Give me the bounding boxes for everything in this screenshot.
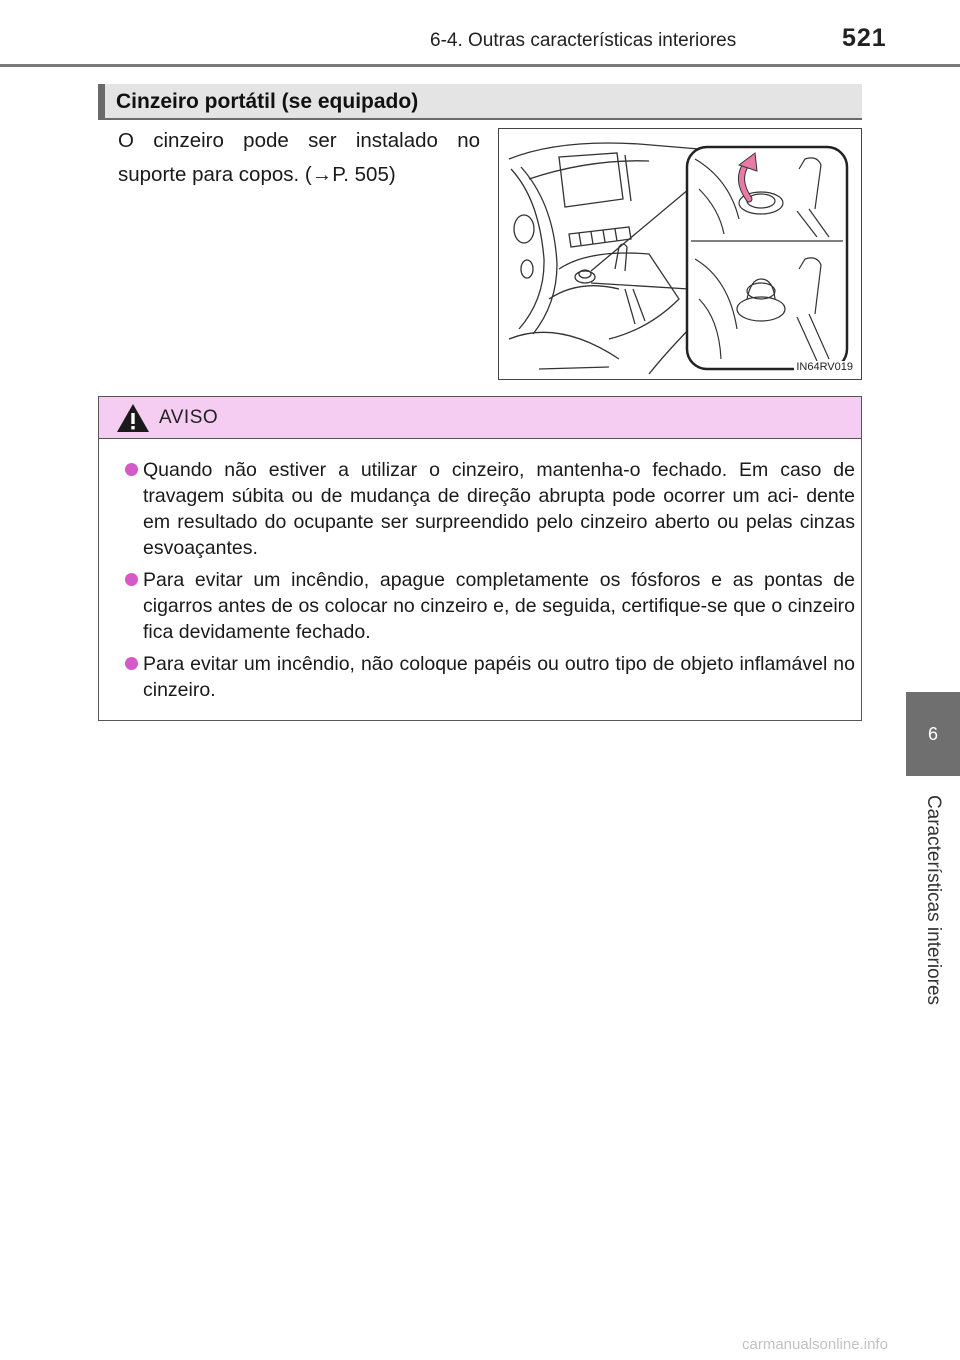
header-section-title: 6-4. Outras características interiores [430, 30, 737, 51]
bullet-dot-icon [125, 657, 138, 670]
warning-box [98, 396, 862, 721]
list-item [115, 567, 855, 645]
ashtray-illustration [498, 128, 862, 380]
warning-title: AVISO [159, 407, 219, 428]
section-body-text: O cinzeiro pode ser instalado no suporte para copos. (→P. 505) [118, 129, 480, 186]
bullet-dot-icon [125, 463, 138, 476]
warning-header [99, 397, 861, 439]
chapter-label: Características interiores [923, 794, 944, 1006]
warning-triangle-icon [115, 402, 151, 434]
list-item [115, 651, 855, 703]
bullet-dot-icon [125, 573, 138, 586]
warning-item-text: Para evitar um incêndio, não coloque papéis ou outro tipo de objeto inflamável no cinzeiro. [143, 653, 855, 701]
figure-code: IN64RV019 [796, 361, 853, 373]
page-number: 521 [842, 24, 887, 52]
car-interior-drawing [499, 129, 862, 380]
chapter-number: 6 [927, 723, 938, 744]
warning-item-text: Quando não estiver a utilizar o cinzeiro, mantenha-o fechado. Em caso de travagem súbita ou de mudança de direção abrupta pode ocorrer um aci- dente em resultado do ocupante ser surpreendido pelo cinzeiro aberto ou pelas cinzas esvoaçantes. [143, 459, 855, 559]
section-heading-bar [98, 84, 105, 118]
section-heading [98, 84, 862, 120]
header-rule [0, 64, 960, 67]
chapter-tab [906, 692, 960, 776]
section-heading-text: Cinzeiro portátil (se equipado) [116, 90, 419, 113]
warning-list [115, 457, 855, 709]
watermark: carmanualsonline.info [742, 1336, 888, 1353]
warning-item-text: Para evitar um incêndio, apague completamente os fósforos e as pontas de cigarros antes de os colocar no cinzeiro e, de seguida, certifique-se que o cinzeiro fica devidamente fechado. [143, 569, 855, 643]
list-item [115, 457, 855, 561]
